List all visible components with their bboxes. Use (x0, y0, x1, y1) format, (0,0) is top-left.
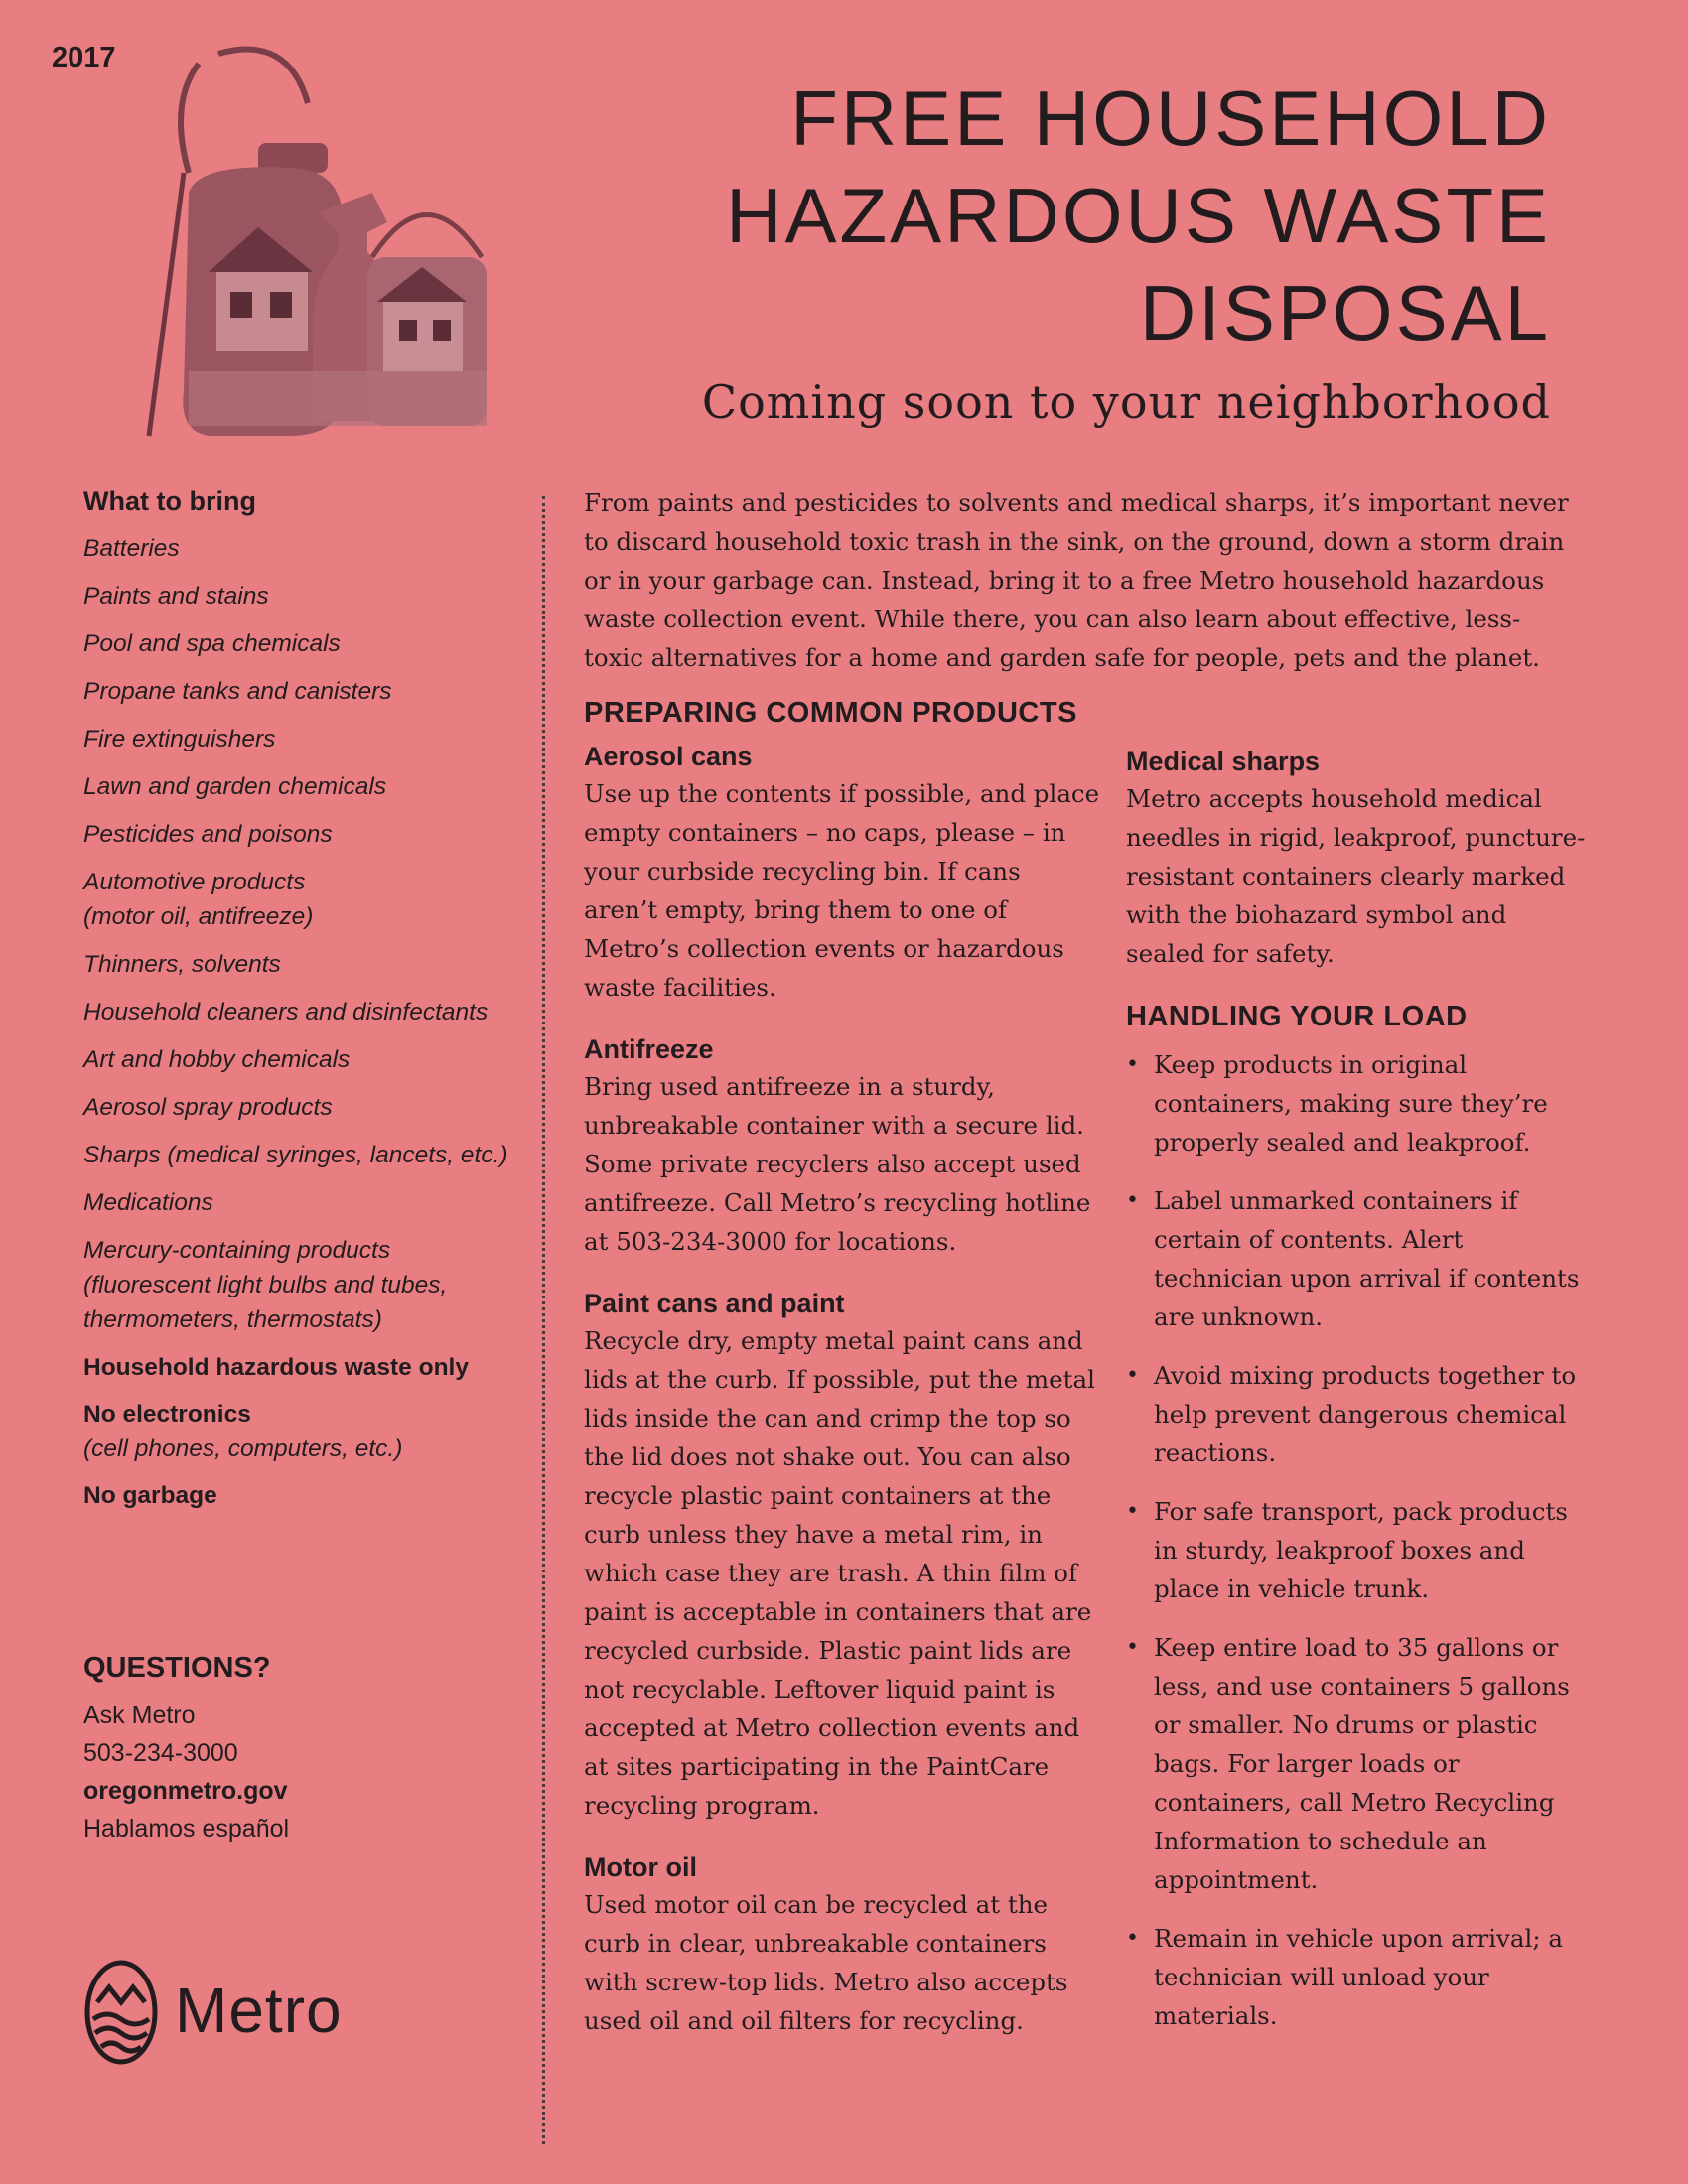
antifreeze-heading: Antifreeze (584, 1034, 714, 1064)
what-to-bring-heading: What to bring (83, 486, 256, 516)
no-garbage-note: No garbage (83, 1482, 217, 1509)
bring-item: Household cleaners and disinfectants (83, 999, 489, 1025)
year-label: 2017 (52, 42, 116, 73)
bring-item: Propane tanks and canisters (83, 678, 392, 705)
metro-logo-icon (83, 1958, 163, 2067)
website-link[interactable]: oregonmetro.gov (83, 1777, 288, 1805)
metro-logo-text: Metro (175, 1975, 343, 2046)
title-line-2: HAZARDOUS WASTE (726, 172, 1551, 259)
paint-heading: Paint cans and paint (584, 1289, 845, 1318)
no-electronics-note: No electronics (cell phones, computers, etc.) (83, 1401, 403, 1462)
preparing-column (584, 697, 1100, 2068)
hhw-only-note: Household hazardous waste only (83, 1354, 469, 1381)
questions-block (83, 1652, 510, 1847)
motor-oil-text: Used motor oil can be recycled at the curb in clear, unbreakable containers with screw-top lids. Metro also accepts used oil and oil filters for recycling. (584, 1890, 1068, 2035)
bullet-icon: • (1126, 1635, 1139, 1660)
hazardous-containers-illustration-icon (139, 44, 506, 441)
bring-item: Art and hobby chemicals (83, 1046, 351, 1073)
ask-metro-text: Ask Metro (83, 1702, 196, 1729)
paint-text: Recycle dry, empty metal paint cans and lids at the curb. If possible, put the metal lids inside the can and crimp the top so the lid does not shake out. You can also recycle plastic paint containers at the curb unless they have a metal rim, in which case they are trash. A thin film of paint is acceptable in containers that are recycled curbside. Plastic paint lids are not recyclable. Leftover liquid paint is accepted at Metro collection events and at sites participating in the PaintCare recycling program. (584, 1326, 1095, 1820)
bring-item: Pesticides and poisons (83, 821, 333, 848)
antifreeze-text: Bring used antifreeze in a sturdy, unbreakable container with a secure lid. Some private recyclers also accept used antifreeze. Call Metro’s recycling hotline at 503-234-3000 for locations. (584, 1072, 1091, 1256)
handling-item: • Avoid mixing products together to help prevent dangerous chemical reactions. (1126, 1356, 1593, 1472)
title-line-1: FREE HOUSEHOLD (790, 74, 1551, 162)
bring-item: Automotive products (motor oil, antifreeze) (83, 869, 314, 930)
bring-item: Paints and stains (83, 583, 269, 610)
what-to-bring-sidebar (83, 486, 510, 1513)
bring-item: Sharps (medical syringes, lancets, etc.) (83, 1142, 508, 1168)
bring-item: Fire extinguishers (83, 726, 276, 752)
phone-number: 503-234-3000 (83, 1739, 238, 1767)
what-to-bring-list (83, 531, 510, 1337)
flyer-title (558, 69, 1551, 361)
flyer-subtitle: Coming soon to your neighborhood (701, 375, 1551, 429)
preparing-heading: PREPARING COMMON PRODUCTS (584, 697, 1077, 729)
column-divider (542, 496, 545, 2144)
intro-paragraph: From paints and pesticides to solvents and medical sharps, it’s important never to discard household toxic trash in the sink, on the ground, down a storm drain or in your garbage can. Instead, bring it to a free Metro household hazardous waste collection event. While there, you can also learn about effective, less-toxic alternatives for a home and garden safe for people, pets and the planet. (584, 488, 1569, 672)
bring-item: Lawn and garden chemicals (83, 773, 387, 800)
title-line-3: DISPOSAL (1139, 269, 1551, 356)
handling-item: • Keep entire load to 35 gallons or less, and use containers 5 gallons or smaller. No drums or plastic bags. For larger loads or containers, call Metro Recycling Information to schedule an appointment. (1126, 1628, 1593, 1899)
handling-heading: HANDLING YOUR LOAD (1126, 1001, 1468, 1032)
metro-logo (83, 1958, 411, 2067)
handling-item: • Keep products in original containers, making sure they’re properly sealed and leakproof. (1126, 1045, 1593, 1161)
bring-item: Batteries (83, 535, 180, 562)
spanish-note: Hablamos español (83, 1815, 290, 1843)
bring-item: Medications (83, 1189, 213, 1216)
bullet-icon: • (1126, 1363, 1139, 1388)
bring-item: Thinners, solvents (83, 951, 281, 978)
bullet-icon: • (1126, 1499, 1139, 1524)
sharps-text: Metro accepts household medical needles in rigid, leakproof, puncture-resistant containers clearly marked with the biohazard symbol and sealed for safety. (1126, 784, 1586, 968)
motor-oil-heading: Motor oil (584, 1852, 697, 1882)
bullet-icon: • (1126, 1926, 1139, 1951)
questions-heading: QUESTIONS? (83, 1652, 271, 1684)
handling-item: • Label unmarked containers if certain of contents. Alert technician upon arrival if contents are unknown. (1126, 1181, 1593, 1336)
sharps-handling-column (1126, 747, 1593, 2055)
bring-item: Pool and spa chemicals (83, 630, 341, 657)
bullet-icon: • (1126, 1188, 1139, 1213)
sharps-heading: Medical sharps (1126, 747, 1321, 776)
bring-item: Mercury-containing products (fluorescent light bulbs and tubes, thermometers, thermostats) (83, 1237, 448, 1333)
aerosol-heading: Aerosol cans (584, 742, 753, 771)
bullet-icon: • (1126, 1052, 1139, 1077)
aerosol-text: Use up the contents if possible, and place empty containers – no caps, please – in your curbside recycling bin. If cans aren’t empty, bring them to one of Metro’s collection events or hazardous waste facilities. (584, 779, 1100, 1002)
bring-item: Aerosol spray products (83, 1094, 333, 1121)
handling-item: • For safe transport, pack products in sturdy, leakproof boxes and place in vehicle trunk. (1126, 1492, 1593, 1608)
handling-item: • Remain in vehicle upon arrival; a technician will unload your materials. (1126, 1919, 1593, 2035)
handling-list (1126, 1045, 1593, 2035)
